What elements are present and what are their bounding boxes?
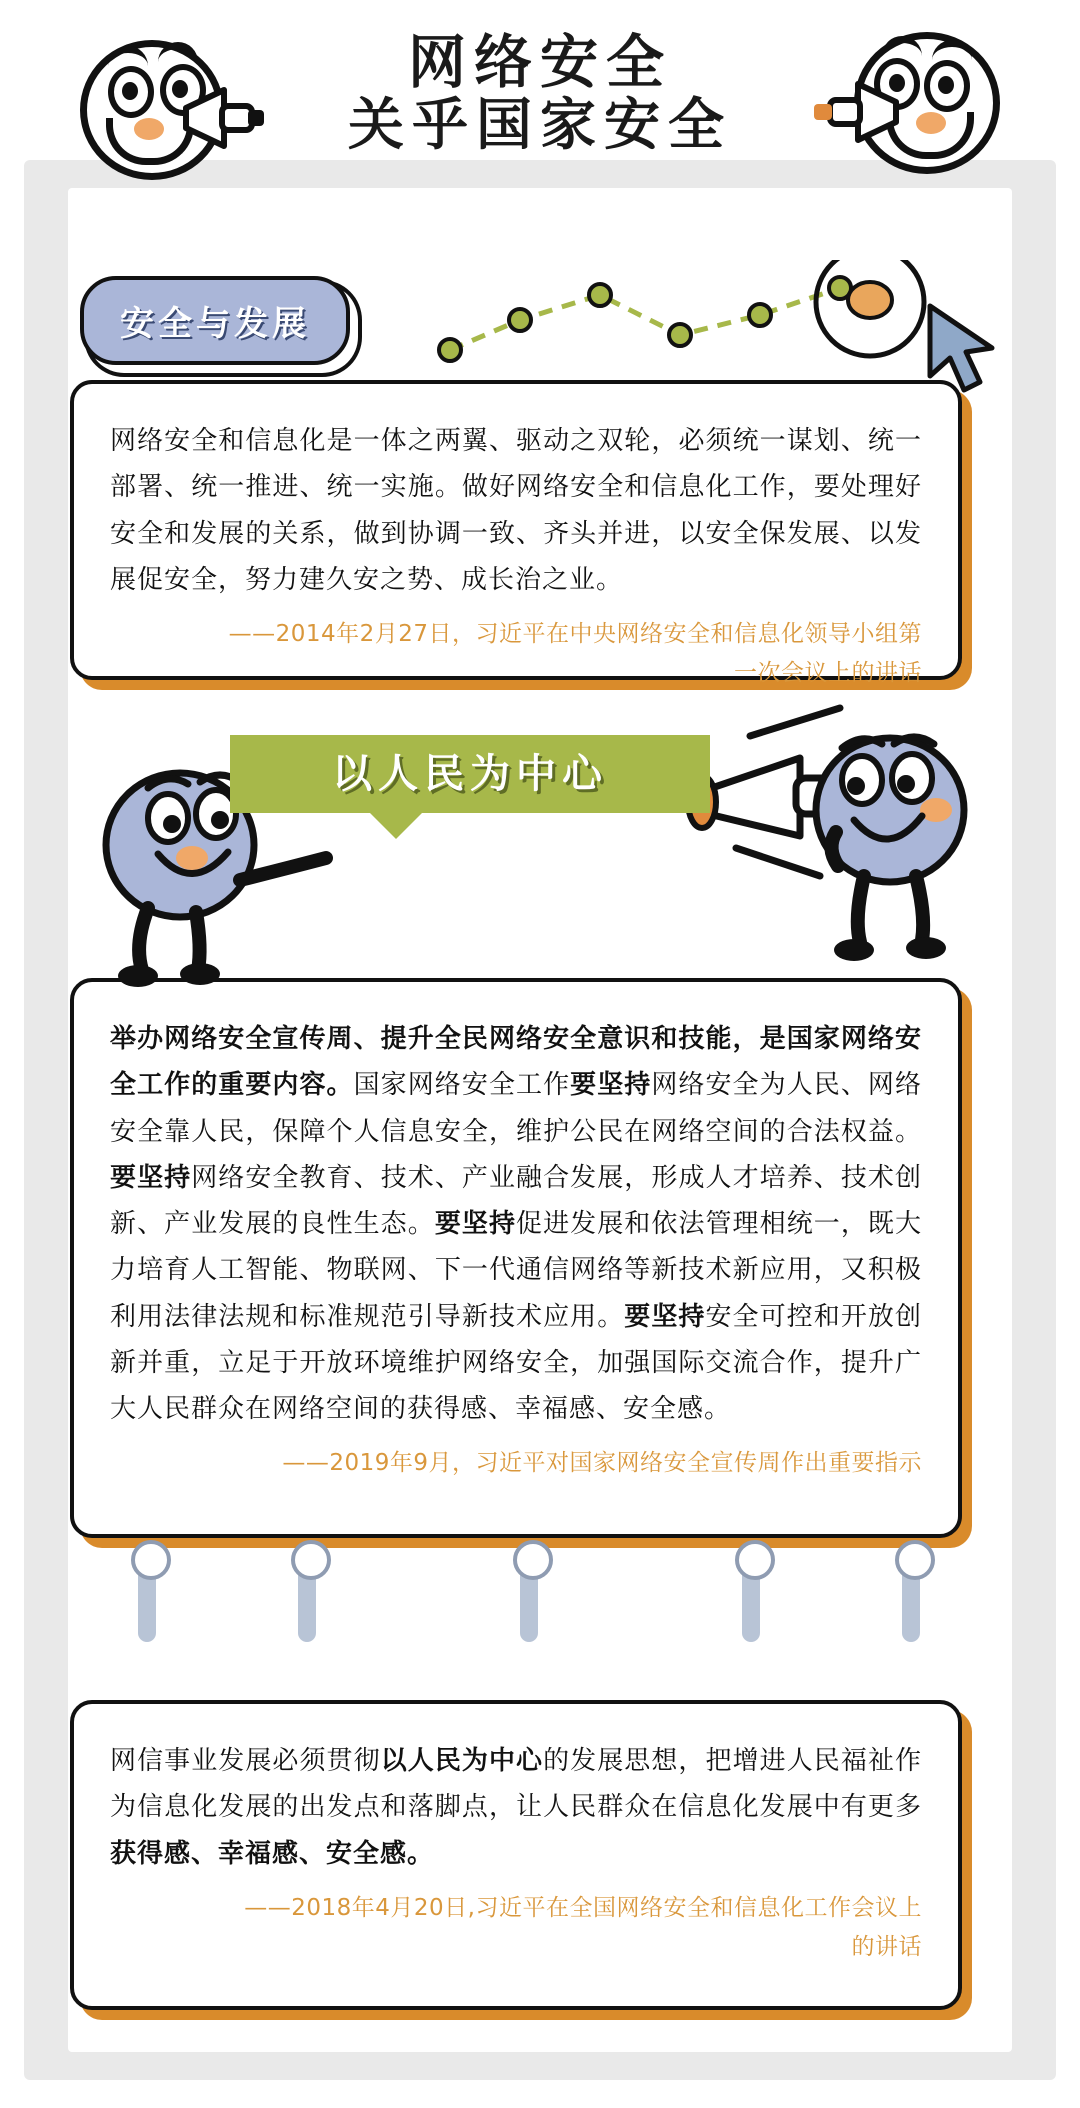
right-mascot-face-icon [790,24,1020,174]
pin-cap [291,1540,331,1580]
quote-card-3 [70,1700,962,2010]
right-megaphone-icon [784,78,904,150]
quote-card-1-attribution-line1: ——2014年2月27日，习近平在中央网络安全和信息化领导小组第 [228,621,922,648]
hanging-pin-icon [902,1546,920,1642]
quote-card-3-body [74,1704,958,1989]
quote-fragment: 以人民为中心 [380,1746,544,1776]
quote-card-2-body [74,982,958,1505]
quote-card-1-attribution-line2: 一次会议上的讲话 [734,660,922,687]
left-mascot-face-icon [60,32,280,172]
quote-card-3-attribution [110,1889,922,1967]
quote-fragment: 网络安全教育、技术、产业融合发展，形成人才培养、技术创新、产业发展的良性生态。 [110,1162,922,1240]
mascot-eye-right [924,60,970,112]
quote-fragment: 网络安全为人民、网络安全靠人民，保障个人信息安全，维护公民在网络空间的合法权益。 [110,1070,922,1147]
quote-fragment: 的发展思想，把增进人民福祉作为信息化发展的出发点和落脚点，让人民群众在信息化发展中有更多 [110,1746,922,1823]
quote-fragment: 网信事业发展必须贯彻 [110,1746,381,1776]
hanging-pin-icon [138,1546,156,1642]
hanging-pin-icon [742,1546,760,1642]
page-title-line2: 关乎国家安全 [348,92,732,158]
mascot-pupil-right [938,76,954,94]
quote-fragment: 安全可控和开放创新并重，立足于开放环境维护网络安全，加强国际交流合作，提升广大人民群众在网络空间的获得感、幸福感、安全感。 [110,1301,922,1425]
section-label-text: 安全与发展 [120,304,310,344]
dotted-line-chart-icon [400,260,1000,380]
quote-card-2-attribution: ——2019年9月，习近平对国家网络安全宣传周作出重要指示 [282,1450,922,1477]
quote-card-2 [70,978,962,1538]
hanging-pin-icon [298,1546,316,1642]
quote-fragment: 要坚持 [434,1209,517,1240]
quote-fragment: 要坚持 [570,1070,652,1101]
quote-fragment: 要坚持 [110,1162,192,1193]
quote-card-3-text [110,1738,922,1877]
quote-card-3-attribution-line2: 的讲话 [851,1933,922,1960]
mascot-pupil-left [122,82,138,100]
quote-fragment: 举办网络安全宣传周、提升全民网络安全意识和技能，是国家网络安全工作的重要内容。 [110,1024,922,1101]
left-megaphone-icon [178,84,288,154]
quote-card-3-attribution-line1: ——2018年4月20日,习近平在全国网络安全和信息化工作会议上 [244,1894,922,1921]
quote-card-2-text [110,1016,922,1432]
section-label-security-and-development [80,276,350,365]
pin-cap [131,1540,171,1580]
mascot-eye-left [108,66,154,118]
hanging-pins-row [0,1546,1080,1656]
quote-card-1-body [74,384,958,715]
pin-cap [895,1540,935,1580]
section-banner-people-centered [230,735,710,813]
pin-cap [735,1540,775,1580]
page-title [348,30,732,158]
quote-fragment: 获得感、幸福感、安全感。 [110,1838,435,1869]
mouse-cursor-icon [920,300,1010,401]
quote-card-1-attribution [110,615,922,693]
quote-fragment: 要坚持 [624,1301,706,1332]
quote-card-1 [70,380,962,687]
quote-fragment: 促进发展和依法管理相统一，既大力培育人工智能、物联网、下一代通信网络等新技术新应用，又积极利用法律法规和标准规范引导新技术应用。 [110,1209,922,1332]
section-banner-text: 以人民为中心 [332,751,608,797]
quote-card-1-text: 网络安全和信息化是一体之两翼、驱动之双轮，必须统一谋划、统一部署、统一推进、统一实施。做好网络安全和信息化工作，要处理好安全和发展的关系，做到协调一致、齐头并进，以安全保发展、以发展促安全，努力建久安之势、成长治之业。 [110,426,922,595]
hanging-pin-icon [520,1546,538,1642]
quote-fragment: 国家网络安全工作 [353,1070,571,1101]
pin-cap [513,1540,553,1580]
page-title-line1: 网络安全 [407,28,672,96]
